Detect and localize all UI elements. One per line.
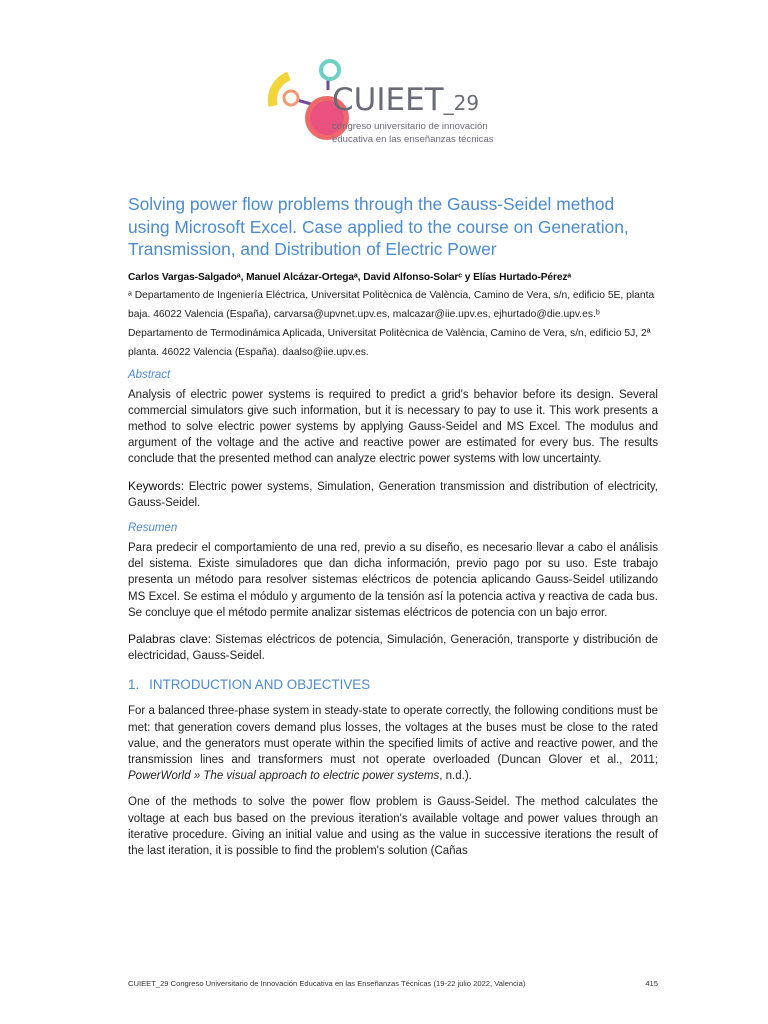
logo-suffix: _29 (443, 91, 480, 115)
logo-connector-left (297, 100, 311, 104)
resumen-text: Para predecir el comportamiento de una red, previo a su diseño, es necesario llevar a cabo el análisis del sistema. Existe simuladores que dan dicha información, previo pago por su uso. Este trabajo presenta un método para resolver sistemas eléctricos de potencia aplicando Gauss-Seidel utilizando MS Excel. Se estima el módulo y argumento de la tensión así la potencia activa y reactiva de cada bus. Se concluye que el método permite analizar sistemas eléctricos de potencia con un bajo error. (128, 541, 658, 619)
abstract-text: Analysis of electric power systems is required to predict a grid's behavior before its design. Several commercial simulators give such information, but it is necessary to pay to use it. This work presents a method to solve electric power systems by applying Gauss-Seidel and MS Excel. The modulus and argument of the voltage and the active and reactive power are estimated for every bus. The results conclude that the presented method can analyze electric power systems with low uncertainty. (128, 388, 658, 466)
logo-wordmark (332, 83, 494, 145)
intro-paragraph-2: One of the methods to solve the power flow problem is Gauss-Seidel. The method calculates the voltage at each bus based on the previous iteration's available voltage and power values through an iterative procedure. Giving an initial value and using as the value in successive iterations the result of the last iteration, it is possible to find the problem's solution (Cañas (128, 796, 658, 857)
section-number: 1. (128, 677, 140, 693)
abstract-label: Abstract (128, 368, 171, 381)
logo-teal-circle (321, 61, 339, 79)
footer-text: CUIEET_29 Congreso Universitario de Innovación Educativa en las Enseñanzas Técnicas (19-22 julio 2022, Valencia) (128, 979, 526, 988)
keywords (128, 478, 658, 511)
paper-affiliation: ᵃ Departamento de Ingeniería Eléctrica, Universitat Politècnica de València, Camino de Vera, s/n, edificio 5E, planta baja. 46022 Valencia (España), carvarsa@upvnet.upv.es, malcazar@iie.upv.es, ejhurtado@die.upv.es.ᵇ Departamento de Termodinámica Aplicada, Universitat Politècnica de València, Camino de Vera, s/n, edificio 5J, 2ª planta. 46022 Valencia (España). daalso@iie.upv.es. (128, 289, 655, 358)
section-heading-1 (128, 676, 658, 693)
keywords-text: Electric power systems, Simulation, Generation transmission and distribution of electricity, Gauss-Seidel. (128, 480, 659, 509)
palabras-label: Palabras clave: (128, 631, 211, 646)
paper-content (128, 193, 658, 859)
logo-name: CUIEET_29 (332, 82, 480, 118)
resumen-label: Resumen (128, 521, 178, 534)
logo-subtitle-2: educativa en las enseñanzas técnicas (332, 133, 494, 145)
paper-title: Solving power flow problems through the Gauss-Seidel method using Microsoft Excel. Case applied to the course on Generation, Transmission, and Distribution of Electric Power (128, 194, 629, 259)
intro-citation-italic: PowerWorld » The visual approach to electric power systems (128, 770, 440, 783)
paper-authors: Carlos Vargas-Salgadoᵃ, Manuel Alcázar-Ortegaᵃ, David Alfonso-Solarᶜ y Elías Hurtado-Pérezᵃ (128, 271, 572, 283)
logo-subtitle-1: congreso universitario de innovación (332, 121, 488, 132)
page-footer (128, 979, 658, 988)
keywords-label: Keywords: (128, 478, 185, 493)
palabras-text: Sistemas eléctricos de potencia, Simulación, Generación, transporte y distribución de electricidad, Gauss-Seidel. (128, 633, 659, 663)
palabras-clave (128, 631, 658, 664)
page-number: 415 (645, 979, 658, 988)
logo-small-orange-circle (284, 91, 298, 105)
section-title: INTRODUCTION AND OBJECTIVES (149, 677, 371, 693)
intro-paragraph-1: For a balanced three-phase system in steady-state to operate correctly, the following conditions must be met: that generation covers demand plus losses, the voltages at the buses must be close to the rated value, and the generators must operate within the specified limits of active and reactive power, and the transmission lines and transformers must not operate overloaded (Duncan Glover et al., 2011; PowerWorld » The visual approach to electric power systems, n.d.). (128, 705, 658, 783)
